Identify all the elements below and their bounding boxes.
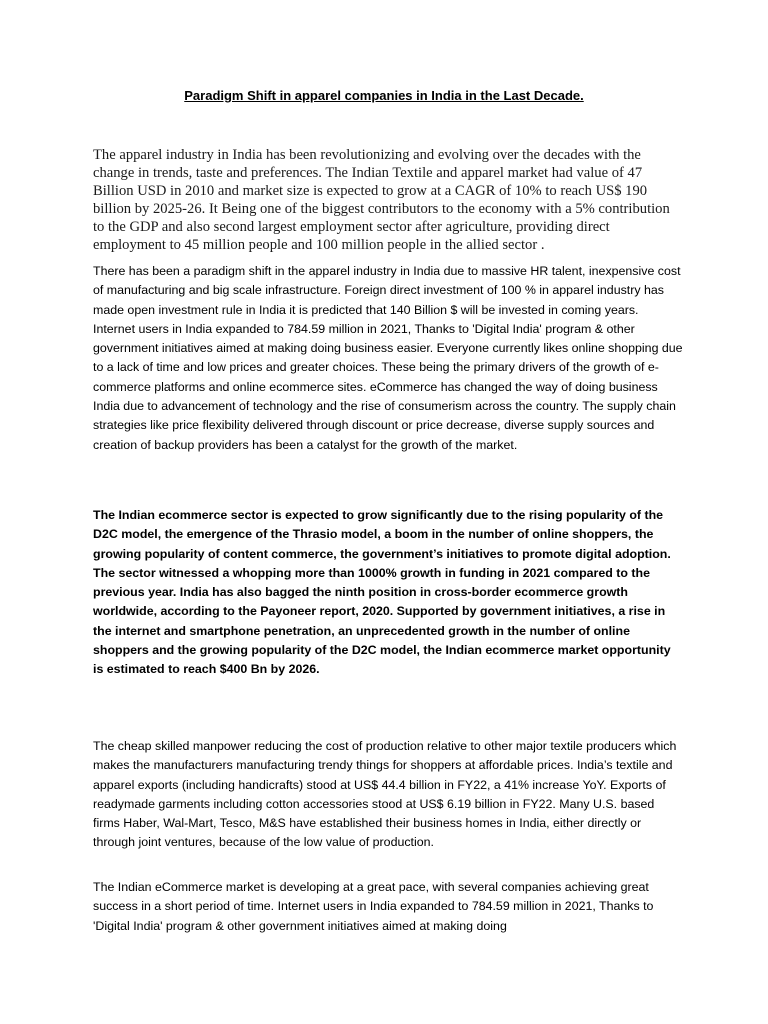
paragraph-ecommerce-growth: The Indian ecommerce sector is expected to grow significantly due to the rising popularity of the D2C model, the emergence of the Thrasio model, a boom in the number of online shoppers, the growing popularity of content commerce, the government’s initiatives to promote digital adoption. The sector witnessed a whopping more than 1000% growth in funding in 2021 compared to the previous year. India has also bagged the ninth position in cross-border ecommerce growth worldwide, according to the Payoneer report, 2020. Supported by government initiatives, a rise in the internet and smartphone penetration, an unprecedented growth in the number of online shoppers and the growing popularity of the D2C model, the Indian ecommerce market opportunity is estimated to reach $400 Bn by 2026. (93, 508, 671, 677)
paragraph-intro: The apparel industry in India has been revolutionizing and evolving over the decades with the change in trends, taste and preferences. The Indian Textile and apparel market had value of 47 Billion USD in 2010 and market size is expected to grow at a CAGR of 10% to reach US$ 190 billion by 2025-26. It Being one of the biggest contributors to the economy with a 5% contribution to the GDP and also second largest employment sector after agriculture, providing direct employment to 45 million people and 100 million people in the allied sector . (93, 147, 670, 253)
paragraph-manpower-exports: The cheap skilled manpower reducing the cost of production relative to other major textile producers which makes the manufacturers manufacturing trendy things for shoppers at affordable prices. India’s textile and apparel exports (including handicrafts) stood at US$ 44.4 billion in FY22, a 41% increase YoY. Exports of readymade garments including cotton accessories stood at US$ 6.19 billion in FY22. Many U.S. based firms Haber, Wal-Mart, Tesco, M&S have established their business homes in India, either directly or through joint ventures, because of the low value of production. (93, 739, 677, 850)
paragraph-ecommerce-market: The Indian eCommerce market is developing at a great pace, with several companies achieving great success in a short period of time. Internet users in India expanded to 784.59 million in 2021, Thanks to 'Digital India' program & other government initiatives aimed at making doing (93, 880, 654, 933)
document-title: Paradigm Shift in apparel companies in India in the Last Decade. (184, 88, 584, 103)
paragraph-paradigm-shift: There has been a paradigm shift in the apparel industry in India due to massive HR talent, inexpensive cost of manufacturing and big scale infrastructure. Foreign direct investment of 100 % in apparel industry has made open investment rule in India it is predicted that 140 Billion $ will be invested in coming years. Internet users in India expanded to 784.59 million in 2021, Thanks to 'Digital India' program & other government initiatives aimed at making doing business easier. Everyone currently likes online shopping due to a lack of time and low prices and greater choices. These being the primary drivers of the growth of e-commerce platforms and online ecommerce sites. eCommerce has changed the way of doing business India due to advancement of technology and the rise of consumerism across the country. The supply chain strategies like price flexibility delivered through discount or price decrease, diverse supply sources and creation of backup providers has been a catalyst for the growth of the market. (93, 264, 683, 452)
